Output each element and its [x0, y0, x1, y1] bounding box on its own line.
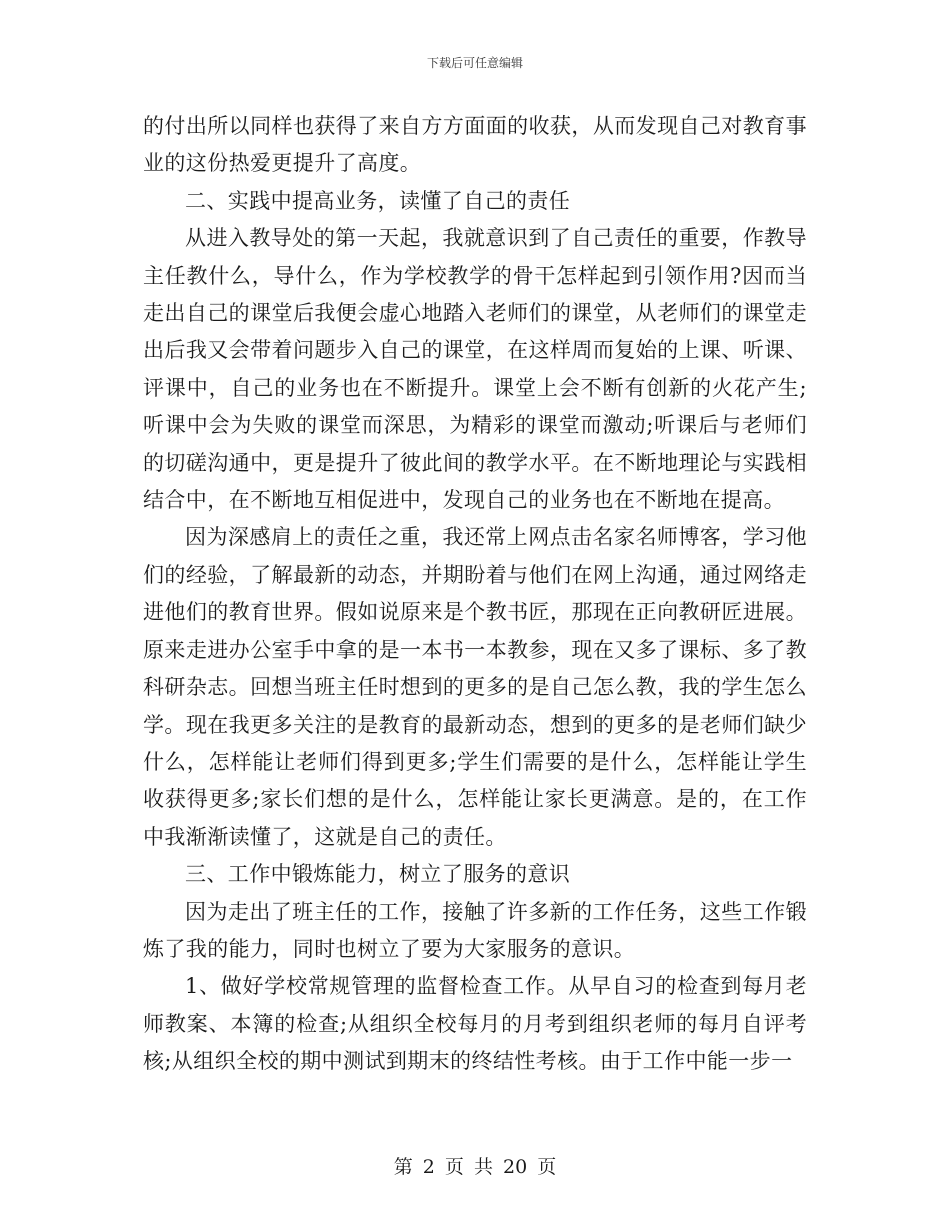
- paragraph-continuation: 的付出所以同样也获得了来自方方面面的收获，从而发现自己对教育事业的这份热爱更提升了高度。: [143, 114, 807, 176]
- page-number: 第 2 页 共 20 页: [393, 1156, 557, 1178]
- paragraph: 因为走出了班主任的工作，接触了许多新的工作任务，这些工作锻炼了我的能力，同时也树立了要为大家服务的意识。: [143, 899, 807, 961]
- section-heading-3: 三、工作中锻炼能力，树立了服务的意识: [185, 862, 571, 887]
- paragraph-list-item-1: 1、做好学校常规管理的监督检查工作。从早自习的检查到每月老师教案、本簿的检查;从组织全校每月的月考到组织老师的每月自评考核;从组织全校的期中测试到期末的终结性考核。由于工作中能一步一: [143, 974, 807, 1074]
- paragraph: 从进入教导处的第一天起，我就意识到了自己责任的重要，作教导主任教什么，导什么，作为学校教学的骨干怎样起到引领作用?因而当走出自己的课堂后我便会虚心地踏入老师们的课堂，从老师们的课堂走出后我又会带着问题步入自己的课堂，在这样周而复始的上课、听课、评课中，自己的业务也在不断提升。课堂上会不断有创新的火花产生;听课中会为失败的课堂而深思，为精彩的课堂而激动;听课后与老师们的切磋沟通中，更是提升了彼此间的教学水平。在不断地理论与实践相结合中，在不断地互相促进中，发现自己的业务也在不断地在提高。: [143, 226, 807, 513]
- document-body: [143, 108, 807, 1081]
- paragraph: 因为深感肩上的责任之重，我还常上网点击名家名师博客，学习他们的经验，了解最新的动态，并期盼着与他们在网上沟通，通过网络走进他们的教育世界。假如说原来是个教书匠，那现在正向教研匠进展。原来走进办公室手中拿的是一本书一本教参，现在又多了课标、多了教科研杂志。回想当班主任时想到的更多的是自己怎么教，我的学生怎么学。现在我更多关注的是教育的最新动态，想到的更多的是老师们缺少什么，怎样能让老师们得到更多;学生们需要的是什么，怎样能让学生收获得更多;家长们想的是什么，怎样能让家长更满意。是的，在工作中我渐渐读懂了，这就是自己的责任。: [143, 525, 807, 849]
- page-header: 下载后可任意编辑: [426, 56, 523, 70]
- section-heading-2: 二、实践中提高业务，读懂了自己的责任: [185, 188, 571, 213]
